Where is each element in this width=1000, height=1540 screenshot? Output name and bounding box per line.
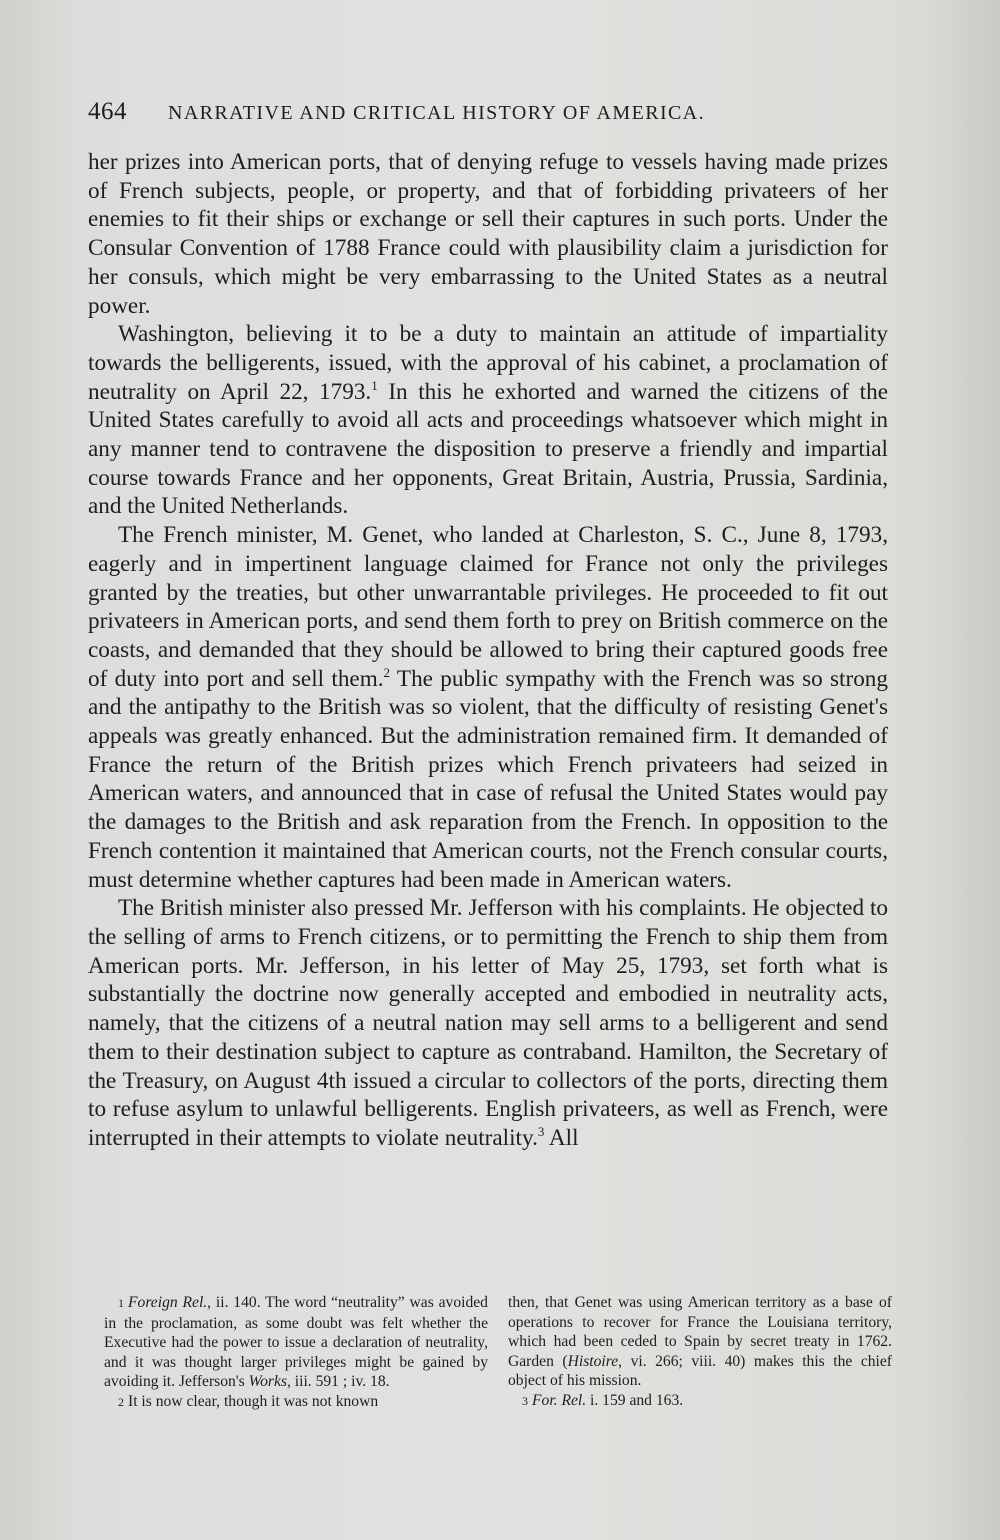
- paragraph-text: The public sympathy with the French was so strong and the antipathy to the British was so violent, that the difficulty of resisting Genet's appeals was greatly enhanced. But the administration remained firm. It demanded of France the return of the British prizes which French privateers had seized in American waters, and announced that in case of refusal the United States would pay the damages to the British and ask reparation from the French. In opposition to the French contention it maintained that American courts, not the French consular courts, must determine whether captures had been made in American waters.: [88, 665, 888, 893]
- footnote-reference[interactable]: 1: [371, 377, 378, 393]
- footnote-citation: For. Rel.: [532, 1391, 587, 1409]
- footnote-citation: Works: [248, 1373, 287, 1391]
- footnote-2-continued: [508, 1293, 892, 1391]
- paragraph: [88, 320, 888, 521]
- body-text: [88, 148, 888, 1153]
- footnotes: [104, 1293, 892, 1413]
- footnote-citation: Foreign Rel.: [128, 1294, 208, 1311]
- footnote-number: 1: [118, 1296, 124, 1310]
- paragraph-text: The French minister, M. Genet, who landed at Charleston, S. C., June 8, 1793, eagerly and in impertinent language claimed for France not only the privileges granted by the treaties, but other unwarrantable privileges. He proceeded to fit out privateers in American ports, and send them forth to prey on British commerce on the coasts, and demanded that they should be allowed to bring their captured goods free of duty into port and sell them.: [88, 522, 888, 692]
- footnote-text: , ii. 140. The word “neutrality” was avoided in the proclamation, as some doubt was felt whether the Executive had the power to issue a declaration of neutrality, and it was thought larger privileges might be gained by avoiding it. Jefferson's: [104, 1294, 488, 1391]
- footnote-citation: Histoire: [567, 1352, 619, 1370]
- footnote-reference[interactable]: 2: [383, 664, 391, 680]
- footnote-3: [508, 1391, 892, 1412]
- running-head: [88, 98, 888, 126]
- paragraph: [88, 894, 888, 1152]
- footnote-reference[interactable]: 3: [537, 1123, 545, 1139]
- paragraph: [88, 148, 888, 320]
- footnote-number: 2: [118, 1394, 124, 1409]
- footnote-text: , iii. 591 ; iv. 18.: [287, 1373, 390, 1391]
- paragraph-text: The British minister also pressed Mr. Jefferson with his complaints. He objected to the selling of arms to French citizens, or to permitting the French to ship them from American ports. Mr. Jefferson, in his letter of May 25, 1793, set forth what is substantially the doctrine now generally accepted and embodied in neutrality acts, namely, that the citizens of a neutral nation may sell arms to a belligerent and send them to their destination subject to capture as contraband. Hamilton, the Secretary of the Treasury, on August 4th issued a circular to collectors of the ports, directing them to refuse asylum to unlawful belligerents. English privateers, as well as French, were interrupted in their attempts to violate neutrality.: [88, 895, 888, 1151]
- running-title: NARRATIVE AND CRITICAL HISTORY OF AMERICA.: [168, 102, 705, 124]
- page-number: 464: [88, 98, 127, 125]
- paragraph-text: All: [544, 1124, 579, 1151]
- paragraph-text: In this he exhorted and warned the citizens of the United States carefully to avoid all acts and proceedings whatsoever which might in any manner tend to contravene the disposition to preserve a friendly and impartial course towards France and her opponents, Great Britain, Austria, Prussia, Sardinia, and the United Netherlands.: [88, 378, 888, 520]
- footnote-text: It is now clear, though it was not known: [128, 1392, 379, 1410]
- paragraph: [88, 521, 888, 894]
- paragraph-text: her prizes into American ports, that of denying refuge to vessels having made prizes of French subjects, people, or property, and that of forbidding privateers of her enemies to fit their ships or exchange or sell their captures in such ports. Under the Consular Convention of 1788 France could with plausibility claim a jurisdiction for her consuls, which might be very embarrassing to the United States as a neutral power.: [88, 149, 888, 319]
- footnote-1: [104, 1293, 488, 1392]
- footnote-number: 3: [522, 1393, 528, 1408]
- footnote-text: i. 159 and 163.: [586, 1391, 684, 1409]
- paragraph-text: Washington, believing it to be a duty to maintain an attitude of impartiality towards the belligerents, issued, with the approval of his cabinet, a proclamation of neutrality on April 22, 1793.: [88, 321, 888, 405]
- footnote-column-right: [508, 1293, 892, 1413]
- footnote-column-left: [104, 1293, 488, 1413]
- footnote-text: , vi. 266; viii. 40) makes this the chief object of his mission.: [508, 1352, 892, 1390]
- footnote-2: [104, 1392, 488, 1413]
- footnote-text: then, that Genet was using American territory as a base of operations to recover for France the Louisiana territory, which had been ceded to Spain by secret treaty in 1762. Garden (: [508, 1294, 892, 1370]
